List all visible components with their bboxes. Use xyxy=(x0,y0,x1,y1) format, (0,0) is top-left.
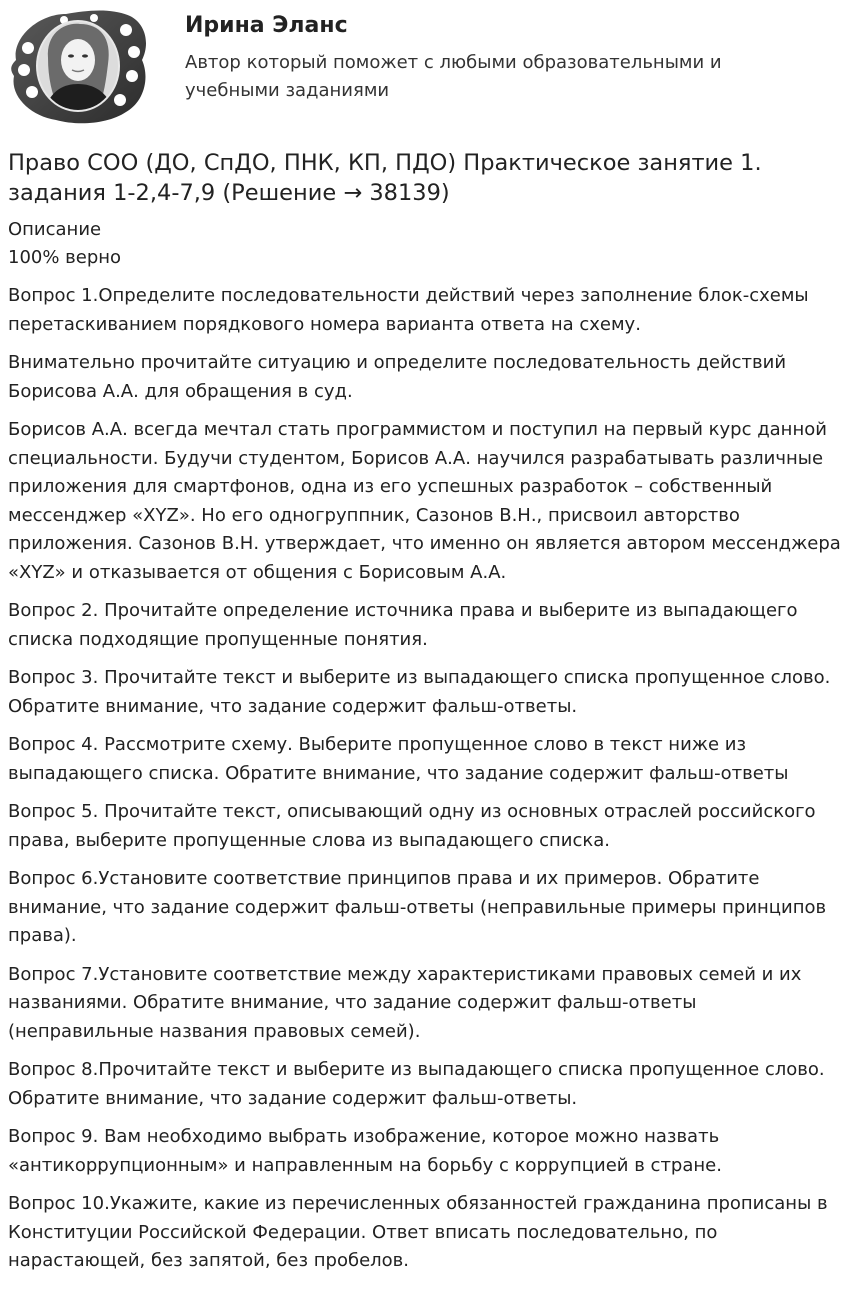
accuracy-label: 100% верно xyxy=(8,247,122,268)
question-paragraph: Вопрос 6.Установите соответствие принципов права и их примеров. Обратите внимание, что задание содержит фальш-ответы (неправильные примеры принципов права). xyxy=(8,868,827,946)
question-paragraph: Вопрос 3. Прочитайте текст и выберите из выпадающего списка пропущенное слово. Обратите внимание, что задание содержит фальш-ответы. xyxy=(8,667,831,717)
question-paragraph: Вопрос 7.Установите соответствие между характеристиками правовых семей и их названиями. Обратите внимание, что задание содержит фальш-ответы (неправильные названия правовых семей). xyxy=(8,963,802,1042)
question-paragraph: Вопрос 4. Рассмотрите схему. Выберите пропущенное слово в текст ниже из выпадающего списка. Обратите внимание, что задание содержит фальш-ответы xyxy=(8,734,789,784)
description-label: Описание xyxy=(8,219,102,240)
question-paragraph: Внимательно прочитайте ситуацию и определите последовательность действий Борисова А.А. для обращения в суд. xyxy=(8,352,787,402)
question-paragraph: Вопрос 5. Прочитайте текст, описывающий одну из основных отраслей российского права, выберите пропущенные слова из выпадающего списка. xyxy=(8,801,816,851)
author-description: Автор который поможет с любыми образовательными и учебными заданиями xyxy=(185,52,722,101)
author-name[interactable]: Ирина Эланс xyxy=(185,13,348,38)
question-paragraph: Борисов А.А. всегда мечтал стать программистом и поступил на первый курс данной специальности. Будучи студентом, Борисов А.А. научился разрабатывать различные приложения для смартфонов, одна из его успешных разработок – собственный мессенджер «XYZ». Но его одногруппник, Сазонов В.Н., присвоил авторство приложения. Сазонов В.Н. утверждает, что именно он является автором мессенджера «XYZ» и отказывается от общения с Борисовым А.А. xyxy=(8,419,841,583)
author-card xyxy=(8,8,838,128)
avatar-photo-frame-icon[interactable] xyxy=(8,8,150,126)
page-title: Право СОО (ДО, СпДО, ПНК, КП, ПДО) Практическое занятие 1. задания 1-2,4-7,9 (Решение → 38139) xyxy=(8,150,762,206)
question-paragraph: Вопрос 1.Определите последовательности действий через заполнение блок-схемы перетаскиванием порядкового номера варианта ответа на схему. xyxy=(8,285,809,335)
question-paragraph: Вопрос 8.Прочитайте текст и выберите из выпадающего списка пропущенное слово. Обратите внимание, что задание содержит фальш-ответы. xyxy=(8,1059,825,1109)
question-paragraph: Вопрос 2. Прочитайте определение источника права и выберите из выпадающего списка подходящие пропущенные понятия. xyxy=(8,600,798,650)
question-paragraph: Вопрос 10.Укажите, какие из перечисленных обязанностей гражданина прописаны в Конституции Российской Федерации. Ответ вписать последовательно, по нарастающей, без запятой, без пробелов. xyxy=(8,1193,828,1271)
question-paragraph: Вопрос 9. Вам необходимо выбрать изображение, которое можно назвать «антикоррупционным» и направленным на борьбу с коррупцией в стране. xyxy=(8,1126,722,1176)
work-description xyxy=(8,282,842,1286)
work-meta xyxy=(8,216,838,272)
